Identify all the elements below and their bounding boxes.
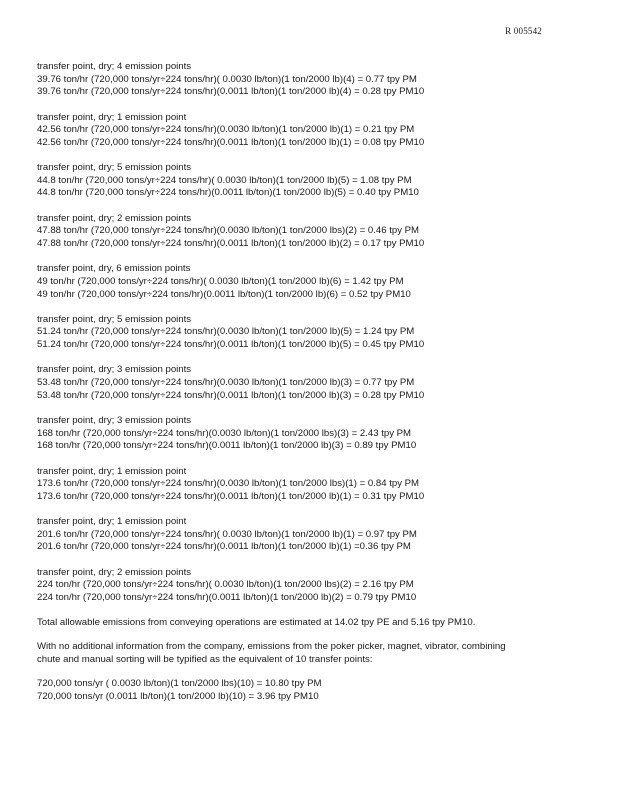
calculation-line: 53.48 ton/hr (720,000 tons/yr÷224 tons/hr)(0.0030 lb/ton)(1 ton/2000 lb)(3) = 0.77 tpy PM (37, 377, 415, 389)
calculation-line: 47.88 ton/hr (720,000 tons/yr÷224 tons/hr)(0.0011 lb/ton)(1 ton/2000 lb)(2) = 0.17 tpy PM10 (37, 237, 425, 249)
calculation-heading: transfer point, dry; 3 emission points (37, 415, 192, 427)
calculation-heading: transfer point, dry; 1 emission point (37, 111, 187, 123)
calculation-block (37, 516, 597, 554)
calculation-heading: transfer point, dry; 5 emission points (37, 162, 192, 174)
final-calculation (37, 678, 597, 703)
calculation-heading: transfer point, dry; 5 emission points (37, 313, 192, 325)
calculation-heading: transfer point, dry; 1 emission point (37, 465, 187, 477)
calculation-line: 201.6 ton/hr (720,000 tons/yr÷224 tons/hr)( 0.0030 lb/ton)(1 ton/2000 lb)(1) = 0.97 tpy PM (37, 528, 417, 540)
additional-emissions-note (37, 641, 587, 666)
calculation-line: 39.76 ton/hr (720,000 tons/yr÷224 tons/hr)( 0.0030 lb/ton)(1 ton/2000 lb)(4) = 0.77 tpy PM (37, 73, 417, 85)
calculation-heading: transfer point, dry, 6 emission points (37, 263, 191, 275)
calculation-line: 49 ton/hr (720,000 tons/yr÷224 tons/hr)( 0.0030 lb/ton)(1 ton/2000 lb)(6) = 1.42 tpy PM (37, 275, 404, 287)
calculation-heading: transfer point, dry; 2 emission points (37, 212, 192, 224)
calculation-block (37, 162, 597, 200)
final-calculation-line: 720,000 tons/yr ( 0.0030 lb/ton)(1 ton/2000 lbs)(10) = 10.80 tpy PM (37, 678, 322, 690)
total-emissions-statement: Total allowable emissions from conveying operations are estimated at 14.02 tpy PE and 5.16 tpy PM10. (37, 617, 476, 629)
calculation-block (37, 466, 597, 504)
calculation-line: 168 ton/hr (720,000 tons/yr÷224 tons/hr)(0.0030 lb/ton)(1 ton/2000 lbs)(3) = 2.43 tpy PM (37, 427, 412, 439)
calculation-heading: transfer point, dry; 3 emission points (37, 364, 192, 376)
calculation-line: 42.56 ton/hr (720,000 tons/yr÷224 tons/hr)(0.0011 lb/ton)(1 ton/2000 lb)(1) = 0.08 tpy PM10 (37, 136, 425, 148)
calculation-block (37, 112, 597, 150)
calculation-line: 42.56 ton/hr (720,000 tons/yr÷224 tons/hr)(0.0030 lb/ton)(1 ton/2000 lb)(1) = 0.21 tpy PM (37, 124, 415, 136)
calculation-blocks (37, 61, 597, 605)
calculation-heading: transfer point, dry; 4 emission points (37, 61, 192, 72)
note-line: chute and manual sorting will be typified as the equivalent of 10 transfer points: (37, 654, 373, 666)
calculation-block (37, 314, 597, 352)
calculation-line: 173.6 ton/hr (720,000 tons/yr÷224 tons/hr)(0.0030 lb/ton)(1 ton/2000 lbs)(1) = 0.84 tpy PM (37, 478, 420, 490)
calculation-heading: transfer point, dry; 2 emission points (37, 566, 192, 578)
calculation-line: 224 ton/hr (720,000 tons/yr÷224 tons/hr)( 0.0030 lb/ton)(1 ton/2000 lbs)(2) = 2.16 tpy PM (37, 579, 414, 591)
calculation-line: 53.48 ton/hr (720,000 tons/yr÷224 tons/hr)(0.0011 lb/ton)(1 ton/2000 lb)(3) = 0.28 tpy PM10 (37, 389, 425, 401)
calculation-line: 168 ton/hr (720,000 tons/yr÷224 tons/hr)(0.0011 lb/ton)(1 ton/2000 lb)(3) = 0.89 tpy PM10 (37, 440, 417, 452)
calculation-block (37, 567, 597, 605)
calculation-block (37, 364, 597, 402)
calculation-line: 224 ton/hr (720,000 tons/yr÷224 tons/hr)(0.0011 lb/ton)(1 ton/2000 lb)(2) = 0.79 tpy PM10 (37, 591, 417, 603)
note-line: With no additional information from the company, emissions from the poker picker, magnet, vibrator, combining (37, 641, 506, 653)
calculation-block (37, 61, 597, 99)
document-body (37, 61, 597, 716)
calculation-line: 39.76 ton/hr (720,000 tons/yr÷224 tons/hr)(0.0011 lb/ton)(1 ton/2000 lb)(4) = 0.28 tpy PM10 (37, 86, 425, 98)
calculation-line: 51.24 ton/hr (720,000 tons/yr÷224 tons/hr)(0.0011 lb/ton)(1 ton/2000 lb)(5) = 0.45 tpy PM10 (37, 339, 425, 351)
final-calculation-line: 720,000 tons/yr (0.0011 lb/ton)(1 ton/2000 lb)(10) = 3.96 tpy PM10 (37, 690, 319, 702)
calculation-heading: transfer point, dry; 1 emission point (37, 516, 187, 528)
calculation-block (37, 415, 597, 453)
calculation-line: 47.88 ton/hr (720,000 tons/yr÷224 tons/hr)(0.0030 lb/ton)(1 ton/2000 lbs)(2) = 0.46 tpy PM (37, 225, 420, 237)
calculation-line: 173.6 ton/hr (720,000 tons/yr÷224 tons/hr)(0.0011 lb/ton)(1 ton/2000 lb)(1) = 0.31 tpy PM10 (37, 490, 425, 502)
calculation-line: 51.24 ton/hr (720,000 tons/yr÷224 tons/hr)(0.0030 lb/ton)(1 ton/2000 lb)(5) = 1.24 tpy PM (37, 326, 415, 338)
calculation-block (37, 263, 597, 301)
calculation-line: 201.6 ton/hr (720,000 tons/yr÷224 tons/hr)(0.0011 lb/ton)(1 ton/2000 lb)(1) =0.36 tpy PM (37, 541, 411, 553)
calculation-line: 44.8 ton/hr (720,000 tons/yr÷224 tons/hr)( 0.0030 lb/ton)(1 ton/2000 lb)(5) = 1.08 tpy PM (37, 174, 412, 186)
calculation-line: 44.8 ton/hr (720,000 tons/yr÷224 tons/hr)(0.0011 lb/ton)(1 ton/2000 lb)(5) = 0.40 tpy PM10 (37, 187, 419, 199)
calculation-block (37, 213, 597, 251)
calculation-line: 49 ton/hr (720,000 tons/yr÷224 tons/hr)(0.0011 lb/ton)(1 ton/2000 lb)(6) = 0.52 tpy PM10 (37, 288, 411, 300)
document-id: R 005542 (505, 26, 542, 36)
